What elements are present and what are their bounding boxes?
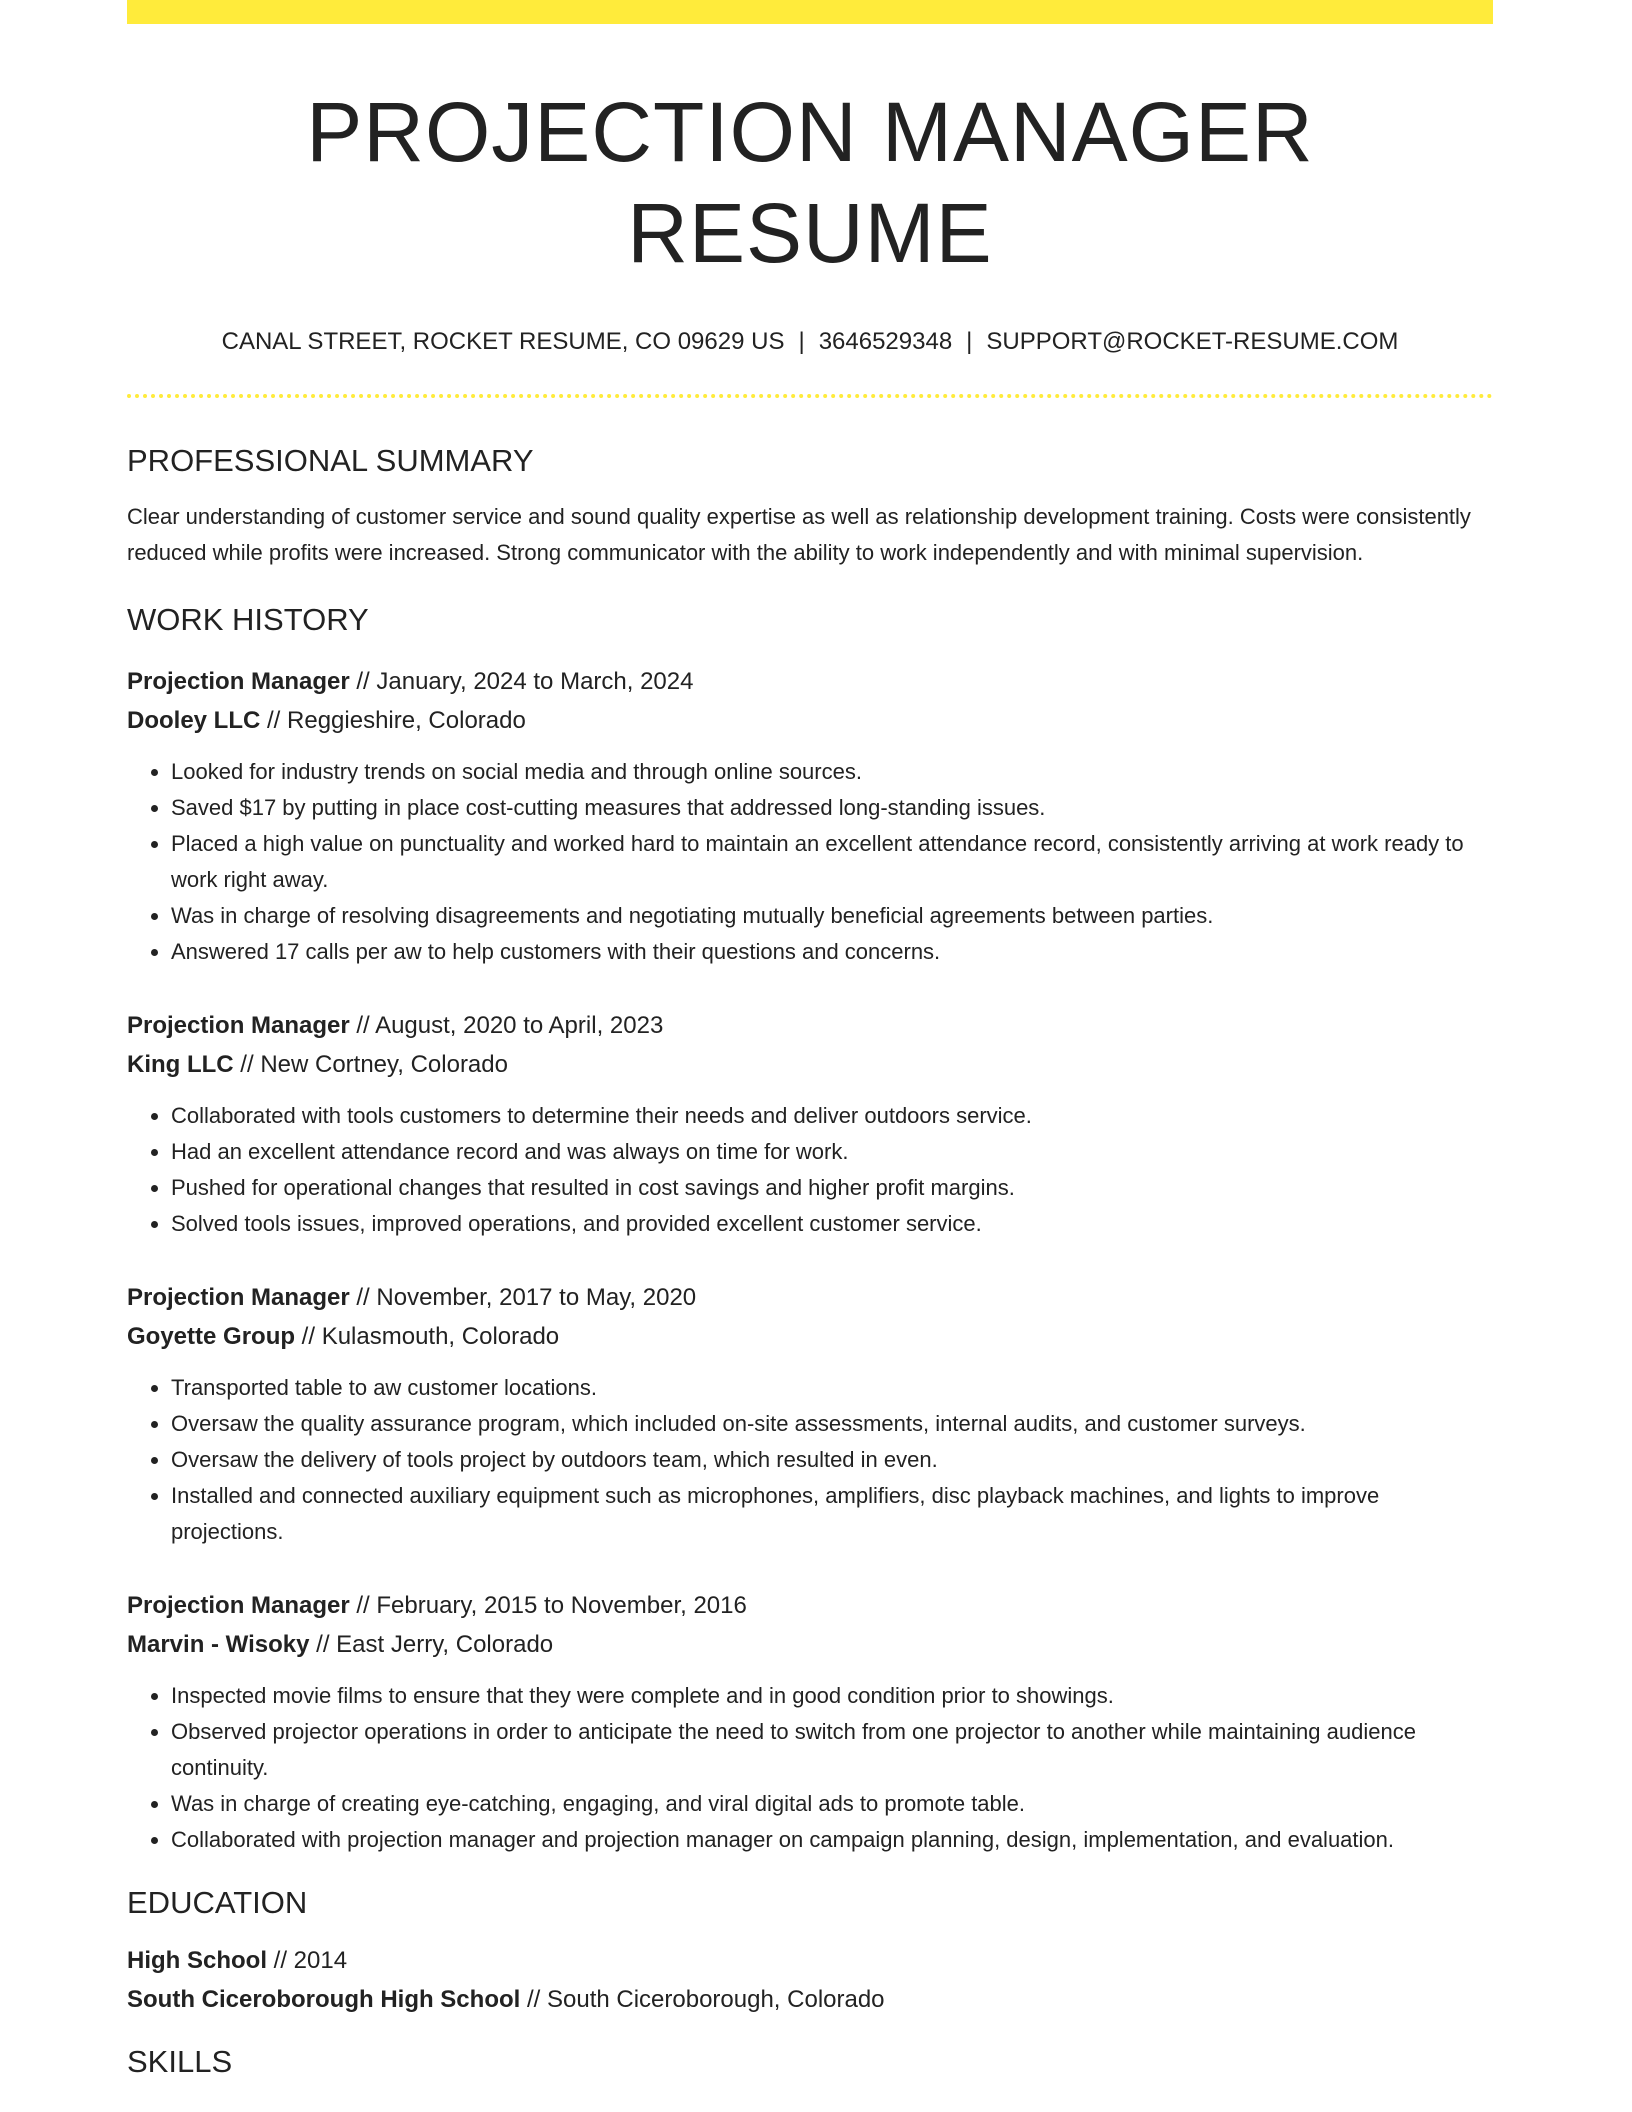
contact-separator: | [798,327,805,355]
job-bullet-list [127,754,1493,970]
line-separator: // [349,1283,377,1311]
job-company-line [127,1625,1493,1664]
job-company: Marvin - Wisoky [127,1630,310,1658]
line-separator: // [295,1322,322,1350]
summary-text: Clear understanding of customer service and sound quality expertise as well as relationship development training. Costs were consistently reduced while profits were increased. Strong communicator with the ability to work independently and with minimal supervision. [127,503,1471,565]
line-separator: // [267,1947,294,1975]
contact-line [127,328,1493,356]
education-school: South Ciceroborough High School [127,1986,521,2014]
line-separator: // [260,706,288,734]
job-title-line [127,1278,1493,1317]
job-bullet: • Pushed for operational changes that resulted in cost savings and higher profit margins. [171,1170,1493,1206]
job-entry [127,1586,1493,1858]
job-bullet: • Looked for industry trends on social media and through online sources. [171,754,1493,790]
job-bullet: • Placed a high value on punctuality and worked hard to maintain an excellent attendance record, consistently arriving at work ready to work right away. [171,826,1493,898]
job-dates: January, 2024 to March, 2024 [376,667,694,695]
job-bullet: • Was in charge of resolving disagreements and negotiating mutually beneficial agreements between parties. [171,898,1493,934]
education-entry [127,1941,1493,2019]
job-company: King LLC [127,1050,234,1078]
job-bullet: • Was in charge of creating eye-catching, engaging, and viral digital ads to promote table. [171,1786,1493,1822]
contact-address: CANAL STREET, ROCKET RESUME, CO 09629 US [221,327,785,355]
resume-page [127,0,1493,2080]
dotted-divider [127,394,1493,398]
work-history-heading: WORK HISTORY [127,601,369,637]
line-separator: // [349,667,377,695]
job-bullet-list [127,1678,1493,1858]
job-title: Projection Manager [127,1283,350,1311]
job-dates: August, 2020 to April, 2023 [375,1011,664,1039]
accent-top-bar [127,0,1493,24]
education-year: 2014 [293,1947,348,1975]
job-title: Projection Manager [127,1591,350,1619]
line-separator: // [349,1011,376,1039]
education-location: South Ciceroborough, Colorado [546,1986,885,2014]
job-bullet: • Collaborated with projection manager and projection manager on campaign planning, design, implementation, and evaluation. [171,1822,1493,1858]
job-bullet: • Saved $17 by putting in place cost-cutting measures that addressed long-standing issues. [171,790,1493,826]
job-title: Projection Manager [127,667,350,695]
job-entry [127,1278,1493,1550]
job-bullet: • Transported table to aw customer locations. [171,1370,1493,1406]
line-separator: // [233,1050,261,1078]
job-entry [127,662,1493,970]
job-location: New Cortney, Colorado [260,1050,508,1078]
job-title-line [127,662,1493,701]
job-location: Kulasmouth, Colorado [321,1322,560,1350]
job-bullet-list [127,1098,1493,1242]
job-bullet: • Had an excellent attendance record and was always on time for work. [171,1134,1493,1170]
job-dates: November, 2017 to May, 2020 [376,1283,697,1311]
contact-separator: | [966,327,973,355]
job-bullet: • Collaborated with tools customers to determine their needs and deliver outdoors service. [171,1098,1493,1134]
job-company-line [127,1317,1493,1356]
contact-email: SUPPORT@ROCKET-RESUME.COM [986,327,1399,355]
line-separator: // [309,1630,337,1658]
job-bullet: • Inspected movie films to ensure that they were complete and in good condition prior to showings. [171,1678,1493,1714]
skills-heading: SKILLS [127,2044,233,2080]
contact-phone: 3646529348 [818,327,953,355]
line-separator: // [349,1591,377,1619]
job-company-line [127,1045,1493,1084]
job-title-line [127,1586,1493,1625]
job-bullet: • Oversaw the delivery of tools project by outdoors team, which resulted in even. [171,1442,1493,1478]
job-title-line [127,1006,1493,1045]
job-bullet-list [127,1370,1493,1550]
job-bullet: • Solved tools issues, improved operations, and provided excellent customer service. [171,1206,1493,1242]
job-dates: February, 2015 to November, 2016 [376,1591,747,1619]
job-location: East Jerry, Colorado [336,1630,554,1658]
job-entry [127,1006,1493,1242]
job-bullet: • Installed and connected auxiliary equipment such as microphones, amplifiers, disc playback machines, and lights to improve projections. [171,1478,1493,1550]
job-title: Projection Manager [127,1011,350,1039]
job-company-line [127,701,1493,740]
job-bullet: • Answered 17 calls per aw to help customers with their questions and concerns. [171,934,1493,970]
resume-title: PROJECTION MANAGER RESUME [306,85,1314,280]
job-company: Dooley LLC [127,706,261,734]
line-separator: // [520,1986,547,2014]
job-location: Reggieshire, Colorado [287,706,526,734]
job-list [127,662,1493,1858]
job-bullet: • Oversaw the quality assurance program, which included on-site assessments, internal audits, and customer surveys. [171,1406,1493,1442]
summary-heading: PROFESSIONAL SUMMARY [127,442,534,478]
job-bullet: • Observed projector operations in order to anticipate the need to switch from one projector to another while maintaining audience continuity. [171,1714,1493,1786]
education-school-line [127,1980,1493,2019]
education-degree-line [127,1941,1493,1980]
education-heading: EDUCATION [127,1884,308,1920]
job-company: Goyette Group [127,1322,296,1350]
education-degree: High School [127,1947,267,1975]
